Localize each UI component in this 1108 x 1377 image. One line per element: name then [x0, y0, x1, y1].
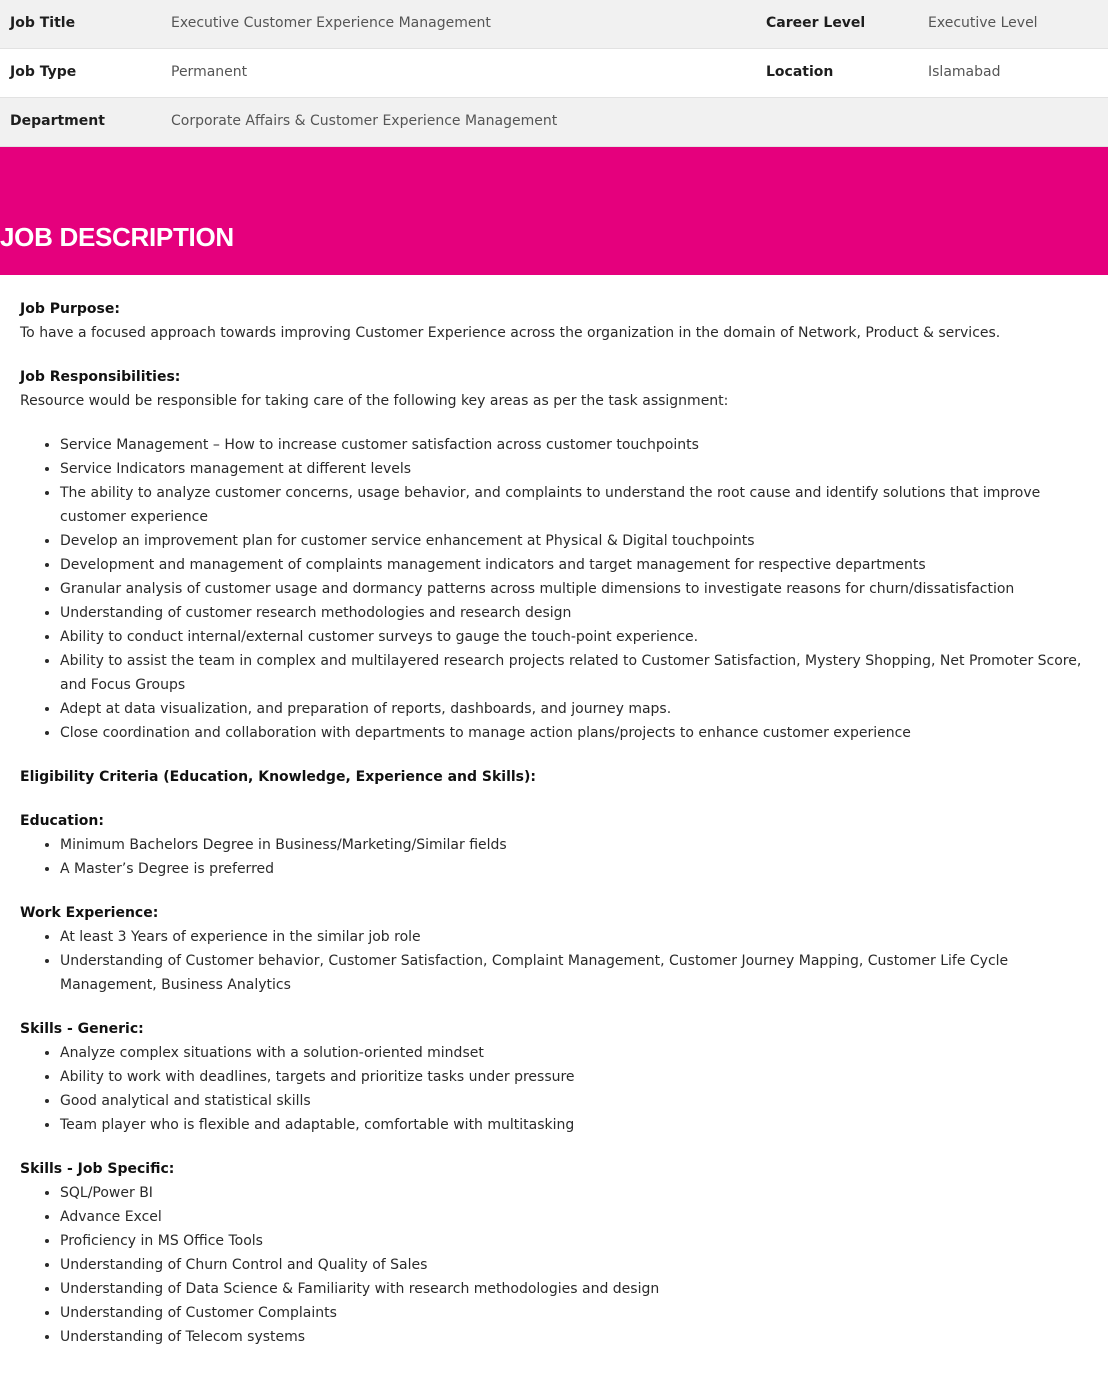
location-value: Islamabad [928, 64, 1001, 80]
job-type-label: Job Type [10, 64, 77, 80]
career-level-label: Career Level [766, 15, 866, 31]
job-info-table [0, 0, 1108, 147]
experience-list [20, 925, 1088, 997]
responsibilities-intro: Resource would be responsible for taking care of the following key areas as per the task assignment: [20, 393, 729, 409]
list-item: • Advance Excel [60, 1205, 1088, 1229]
list-item: • Service Management – How to increase customer satisfaction across customer touchpoints [60, 433, 1088, 457]
location-label: Location [766, 64, 834, 80]
list-item: • The ability to analyze customer concerns, usage behavior, and complaints to understand the root cause and identify solutions that improve customer experience [60, 481, 1088, 529]
list-item: • SQL/Power BI [60, 1181, 1088, 1205]
job-description-banner [0, 147, 1108, 275]
list-item: • Granular analysis of customer usage and dormancy patterns across multiple dimensions to investigate reasons for churn/dissatisfaction [60, 577, 1088, 601]
responsibilities-heading: Job Responsibilities: [20, 369, 181, 385]
skills-specific-list [20, 1181, 1088, 1349]
eligibility-heading: Eligibility Criteria (Education, Knowledge, Experience and Skills): [20, 769, 537, 785]
list-item: • Team player who is flexible and adaptable, comfortable with multitasking [60, 1113, 1088, 1137]
info-row-title [0, 0, 1108, 49]
list-item: • Understanding of Churn Control and Quality of Sales [60, 1253, 1088, 1277]
list-item: • Understanding of Telecom systems [60, 1325, 1088, 1349]
list-item: • A Master’s Degree is preferred [60, 857, 1088, 881]
list-item: • At least 3 Years of experience in the similar job role [60, 925, 1088, 949]
purpose-text: To have a focused approach towards improving Customer Experience across the organization in the domain of Network, Product & services. [20, 325, 1001, 341]
list-item: • Development and management of complaints management indicators and target management for respective departments [60, 553, 1088, 577]
list-item: • Ability to work with deadlines, targets and prioritize tasks under pressure [60, 1065, 1088, 1089]
list-item: • Service Indicators management at different levels [60, 457, 1088, 481]
job-title-value: Executive Customer Experience Management [171, 15, 491, 31]
education-list [20, 833, 1088, 881]
skills-generic-heading: Skills - Generic: [20, 1021, 144, 1037]
skills-specific-heading: Skills - Job Specific: [20, 1161, 175, 1177]
career-level-value: Executive Level [928, 15, 1038, 31]
list-item: • Understanding of Data Science & Familiarity with research methodologies and design [60, 1277, 1088, 1301]
education-heading: Education: [20, 813, 104, 829]
job-description-content [0, 275, 1108, 1349]
info-row-type [0, 49, 1108, 98]
experience-heading: Work Experience: [20, 905, 159, 921]
list-item: • Ability to conduct internal/external customer surveys to gauge the touch-point experience. [60, 625, 1088, 649]
purpose-heading: Job Purpose: [20, 301, 120, 317]
list-item: • Minimum Bachelors Degree in Business/Marketing/Similar fields [60, 833, 1088, 857]
list-item: • Proficiency in MS Office Tools [60, 1229, 1088, 1253]
list-item: • Good analytical and statistical skills [60, 1089, 1088, 1113]
list-item: • Develop an improvement plan for customer service enhancement at Physical & Digital touchpoints [60, 529, 1088, 553]
skills-generic-list [20, 1041, 1088, 1137]
list-item: • Analyze complex situations with a solution-oriented mindset [60, 1041, 1088, 1065]
list-item: • Adept at data visualization, and preparation of reports, dashboards, and journey maps. [60, 697, 1088, 721]
department-label: Department [10, 113, 105, 129]
job-title-label: Job Title [10, 15, 76, 31]
job-type-value: Permanent [171, 64, 248, 80]
info-row-department [0, 98, 1108, 147]
list-item: • Ability to assist the team in complex and multilayered research projects related to Customer Satisfaction, Mystery Shopping, Net Promoter Score, and Focus Groups [60, 649, 1088, 697]
list-item: • Close coordination and collaboration with departments to manage action plans/projects to enhance customer experience [60, 721, 1088, 745]
list-item: • Understanding of Customer Complaints [60, 1301, 1088, 1325]
banner-title: JOB DESCRIPTION [0, 222, 234, 252]
responsibilities-list [20, 433, 1088, 745]
list-item: • Understanding of Customer behavior, Customer Satisfaction, Complaint Management, Customer Journey Mapping, Customer Life Cycle Management, Business Analytics [60, 949, 1088, 997]
department-value: Corporate Affairs & Customer Experience Management [171, 113, 558, 129]
list-item: • Understanding of customer research methodologies and research design [60, 601, 1088, 625]
